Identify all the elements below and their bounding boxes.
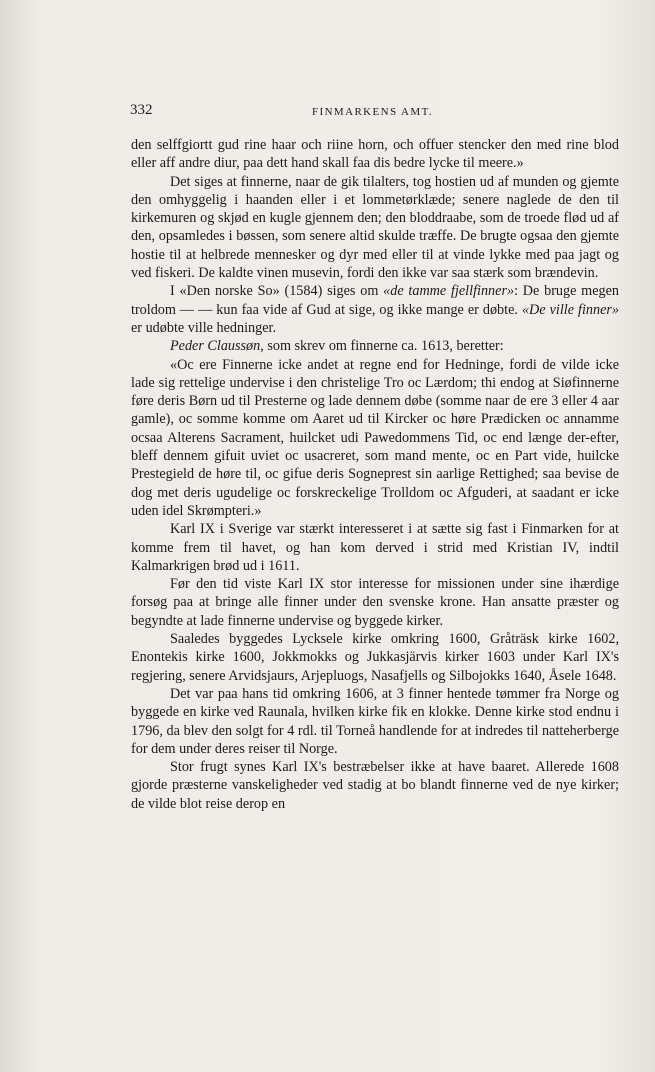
block-quotation: «Oc ere Finnerne icke andet at regne end for Hedninge, fordi de vilde icke lade sig rettelige undervise i den christelige Tro oc Lærdom; thi endog at Siøfinnerne føre deris Børn ud til Presterne og lade dennem døbe (somme naar de ere 3 eller 4 aar gamle), oc somme komme om Aaret ud til Kircker oc høre Prædicken oc annamme ocsaa Alterens Sacrament, huilcket udi Pawedommens Tid, oc end længe der-efter, bleff dennem gifuit uviet oc usacreret, som mand mente, oc en Part vide, huilcke Prestegield de høre til, oc gifue deris Sogneprest sin aarlige Rettighed; saa bevise de dog met deris ugudelige oc forskreckelige Trolldom oc Afguderi, at saadant er icke uden idel Skrømpteri.» bbox=[131, 356, 619, 519]
author-name: Peder Claussøn bbox=[170, 338, 261, 355]
page-header bbox=[130, 100, 630, 122]
paragraph-peder-claussoen: Peder Claussøn, som skrev om finnerne ca. 1613, beretter: bbox=[170, 338, 504, 355]
running-head: FINMARKENS AMT. bbox=[312, 106, 434, 118]
paragraph-missionen: Før den tid viste Karl IX stor interesse for missionen under sine ihærdige forsøg paa at bringe alle finner under den svenske krone. Han ansatte præster og begyndte at lade finnerne undervise og byggede kirker. bbox=[131, 576, 619, 629]
paragraph-raunala: Det var paa hans tid omkring 1606, at 3 finner hentede tømmer fra Norge og byggede en kirke ved Raunala, hvilken kirke fik en klokke. Denne kirke stod endnu i 1796, da blev den solgt for 4 rdl. til Torneå handlende for at indredes til natteherberge for dem under deres reiser til Norge. bbox=[131, 685, 619, 757]
italic-term: «de tamme fjellfinner» bbox=[383, 283, 515, 300]
paragraph-stor-frugt: Stor frugt synes Karl IX's bestræbelser ikke at have baaret. Allerede 1608 gjorde præsterne vanskeligheder ved stadig at bo blandt finnerne ved de nye kirker; de vilde blot reise derop en bbox=[131, 759, 619, 812]
paragraph-norske-so: I «Den norske So» (1584) siges om «de tamme fjellfinner»: De bruge megen troldom — — kun faa vide af Gud at sige, og ikke mange er døbte. «De ville finner» er udøbte ville hedninger. bbox=[131, 283, 620, 336]
body-text bbox=[131, 136, 619, 813]
paragraph-karl-ix-sverige: Karl IX i Sverige var stærkt interesseret i at sætte sig fast i Finmarken for at komme frem til havet, og han kom derved i strid med Kristian IV, indtil Kalmarkrigen brød ud i 1611. bbox=[131, 521, 619, 574]
page-number: 332 bbox=[130, 102, 153, 118]
paragraph-continuation: den selffgiortt gud rine haar och riine horn, och offuer stencker den med rine blod eller aff andre diur, paa dett hand skall faa dis bedre lycke til meere.» bbox=[131, 137, 619, 172]
paragraph-hostie: Det siges at finnerne, naar de gik tilalters, tog hostien ud af munden og gjemte den omhyggelig i haanden eller i et lommetørklæde; senere naglede de den til kirkemuren og skjød en kugle gjennem den; den bloddraabe, som de troede flød ud af den, opsamledes i bøssen, som senere altid skulde træffe. De brugte ogsaa den gjemte hostie til at helbrede mennesker og dyr med eller til at vinde lykke med paa jagt og ved fiskeri. De kaldte vinen musevin, fordi den ikke var saa stærk som brændevin. bbox=[131, 173, 619, 282]
paragraph-kirker: Saaledes byggedes Lycksele kirke omkring 1600, Gråträsk kirke 1602, Enontekis kirke 1600, Jokkmokks og Jukkasjärvis kirker 1603 under Karl IX's regjering, senere Arvidsjaurs, Arjepluogs, Nasafjells og Silbojokks 1640, Åsele 1648. bbox=[131, 631, 619, 684]
italic-term: «De ville finner» bbox=[521, 301, 619, 318]
